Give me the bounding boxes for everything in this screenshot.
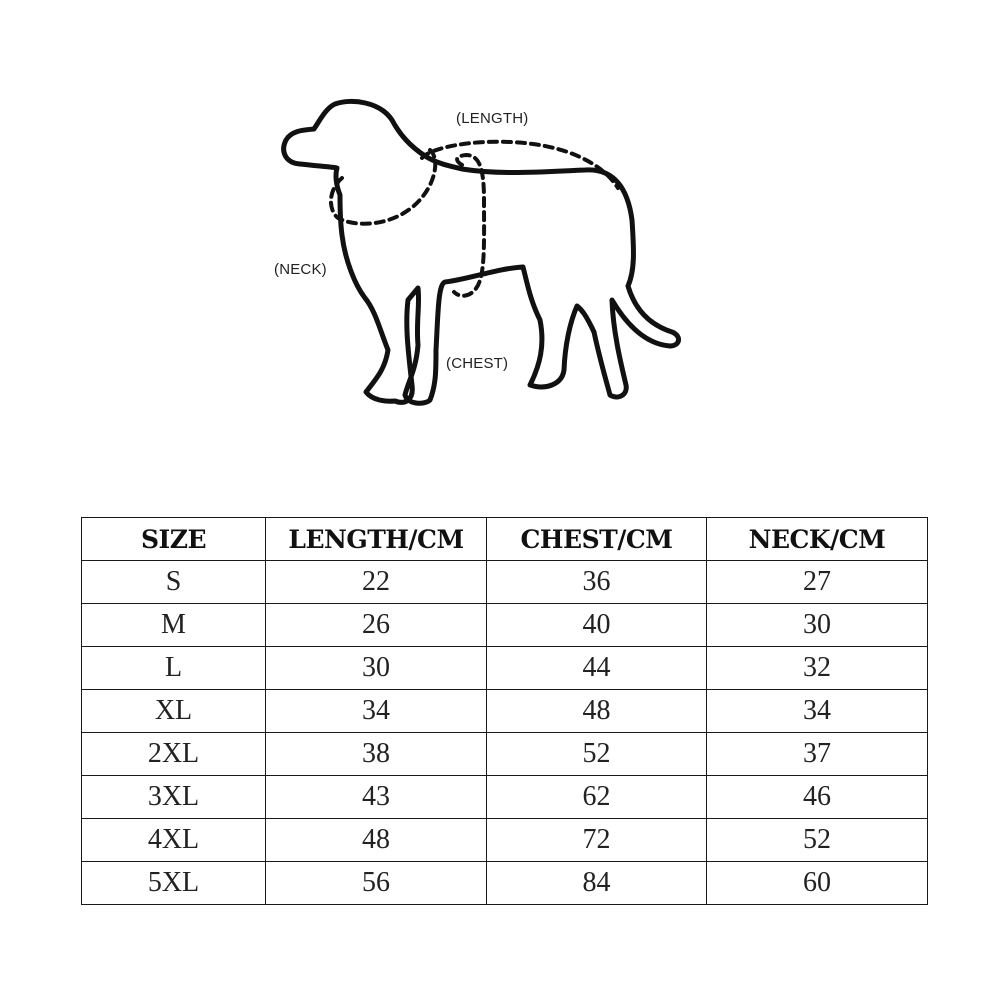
- chest-label: (CHEST): [446, 355, 509, 372]
- header-size: SIZE: [82, 518, 266, 561]
- cell-size: 5XL: [82, 862, 266, 905]
- cell-size: XL: [82, 690, 266, 733]
- neck-label: (NECK): [274, 261, 327, 278]
- size-chart-table: [81, 517, 928, 905]
- cell-neck: 27: [707, 561, 928, 604]
- table-row: [82, 733, 928, 776]
- table-row: [82, 819, 928, 862]
- cell-length: 34: [266, 690, 487, 733]
- header-chest: CHEST/CM: [487, 518, 707, 561]
- header-neck: NECK/CM: [707, 518, 928, 561]
- cell-neck: 37: [707, 733, 928, 776]
- cell-chest: 36: [487, 561, 707, 604]
- cell-length: 56: [266, 862, 487, 905]
- table-row: [82, 862, 928, 905]
- cell-length: 26: [266, 604, 487, 647]
- table-row: [82, 690, 928, 733]
- cell-chest: 52: [487, 733, 707, 776]
- cell-length: 30: [266, 647, 487, 690]
- cell-chest: 44: [487, 647, 707, 690]
- cell-neck: 32: [707, 647, 928, 690]
- cell-length: 48: [266, 819, 487, 862]
- cell-size: 4XL: [82, 819, 266, 862]
- chest-measure-line: [454, 155, 484, 296]
- length-label: (LENGTH): [456, 110, 529, 127]
- cell-chest: 40: [487, 604, 707, 647]
- cell-neck: 34: [707, 690, 928, 733]
- cell-size: 2XL: [82, 733, 266, 776]
- cell-chest: 62: [487, 776, 707, 819]
- cell-length: 38: [266, 733, 487, 776]
- cell-length: 22: [266, 561, 487, 604]
- cell-chest: 84: [487, 862, 707, 905]
- cell-neck: 52: [707, 819, 928, 862]
- cell-chest: 48: [487, 690, 707, 733]
- table-row: [82, 647, 928, 690]
- dog-measurement-diagram: [240, 60, 720, 420]
- cell-size: M: [82, 604, 266, 647]
- table-row: [82, 776, 928, 819]
- neck-measure-line: [331, 150, 435, 224]
- cell-length: 43: [266, 776, 487, 819]
- cell-neck: 60: [707, 862, 928, 905]
- cell-size: L: [82, 647, 266, 690]
- cell-neck: 30: [707, 604, 928, 647]
- table-row: [82, 604, 928, 647]
- cell-chest: 72: [487, 819, 707, 862]
- table-header-row: [82, 518, 928, 561]
- cell-neck: 46: [707, 776, 928, 819]
- cell-size: 3XL: [82, 776, 266, 819]
- header-length: LENGTH/CM: [266, 518, 487, 561]
- table-row: [82, 561, 928, 604]
- cell-size: S: [82, 561, 266, 604]
